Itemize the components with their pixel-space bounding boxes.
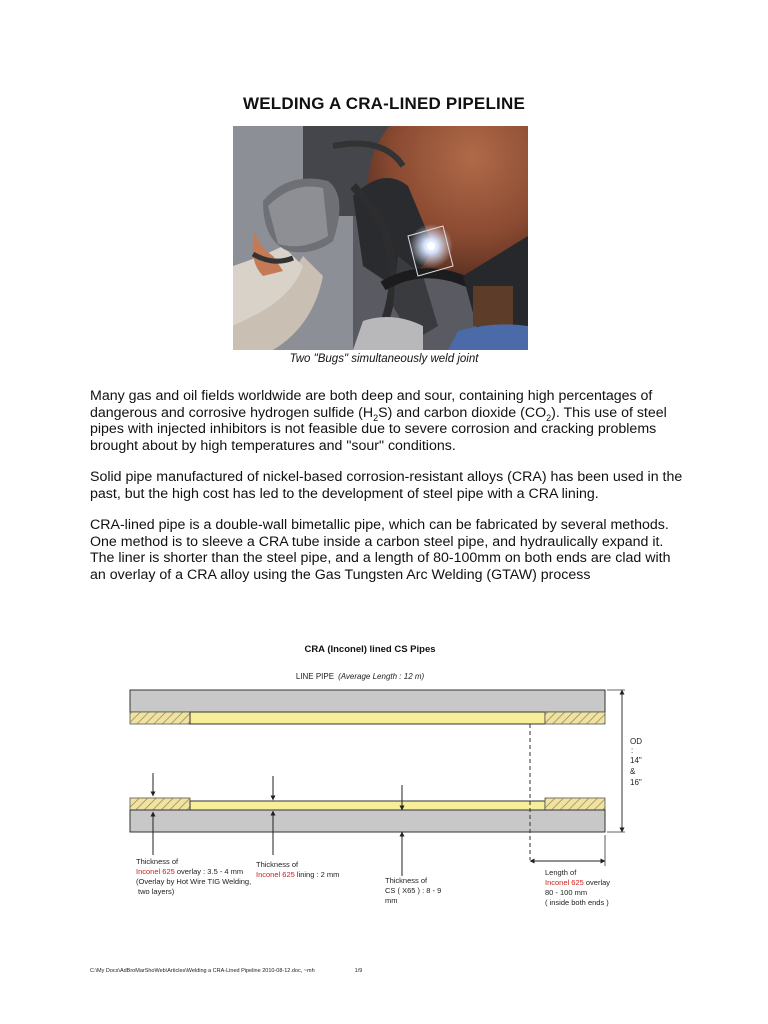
label-cs-thickness: Thickness of CS ( X65 ) : 8 - 9 mm bbox=[385, 876, 442, 905]
top-overlay-left bbox=[130, 712, 190, 724]
top-liner bbox=[190, 712, 545, 724]
diagram-subtitle: LINE PIPE (Average Length : 12 m) bbox=[295, 672, 425, 681]
pipe-diagram bbox=[120, 630, 660, 920]
welding-photo bbox=[233, 126, 528, 350]
page-footer bbox=[90, 968, 362, 974]
top-overlay-right bbox=[545, 712, 605, 724]
bottom-liner bbox=[190, 801, 545, 810]
bottom-overlay-right bbox=[545, 798, 605, 810]
photo-caption: Two "Bugs" simultaneously weld joint bbox=[289, 353, 479, 365]
diagram-title: CRA (Inconel) lined CS Pipes bbox=[304, 644, 436, 655]
page-number: 1/9 bbox=[354, 968, 363, 974]
label-lining-thickness: Thickness of Inconel 625 lining : 2 mm bbox=[256, 860, 340, 879]
bottom-overlay-left bbox=[130, 798, 190, 810]
paragraph-2: Solid pipe manufactured of nickel-based corrosion-resistant alloys (CRA) has been used in the past, but the high cost has led to the development of steel pipe with a CRA lining. bbox=[90, 469, 683, 502]
od-label: OD : 14" & 16" bbox=[630, 737, 642, 787]
bottom-steel-wall bbox=[130, 810, 605, 832]
label-overlay-length: Length of Inconel 625 overlay 80 - 100 mm ( inside both ends ) bbox=[545, 868, 611, 907]
top-steel-wall bbox=[130, 690, 605, 712]
paragraph-1: Many gas and oil fields worldwide are both deep and sour, containing high percentages of dangerous and corrosive hydrogen sulfide $(H_2S)$ and carbon dioxide $(CO_2)$. This use of steel pipes with injected inhibitors is not feasible due to severe corrosion and cracking problems brought about by high temperatures and "sour" conditions. bbox=[90, 388, 667, 454]
document-title: WELDING A CRA-LINED PIPELINE bbox=[242, 94, 525, 113]
label-overlay-thickness: Thickness of Inconel 625 overlay : 3.5 - 4 mm (Overlay by Hot Wire TIG Welding, two layers) bbox=[136, 857, 252, 896]
footer-path: C:\My Docs\AdBroMarShoWeb\Articles\Welding a CRA-Lined Pipeline 2010-08-12.doc, ~mh bbox=[90, 968, 315, 974]
paragraph-3: CRA-lined pipe is a double-wall bimetallic pipe, which can be fabricated by several methods. One method is to sleeve a CRA tube inside a carbon steel pipe, and hydraulically expand it. The liner is shorter than the steel pipe, and a length of 80-100mm on both ends are clad with an overlay of a CRA alloy using the Gas Tungsten Arc Welding (GTAW) process bbox=[90, 517, 671, 583]
